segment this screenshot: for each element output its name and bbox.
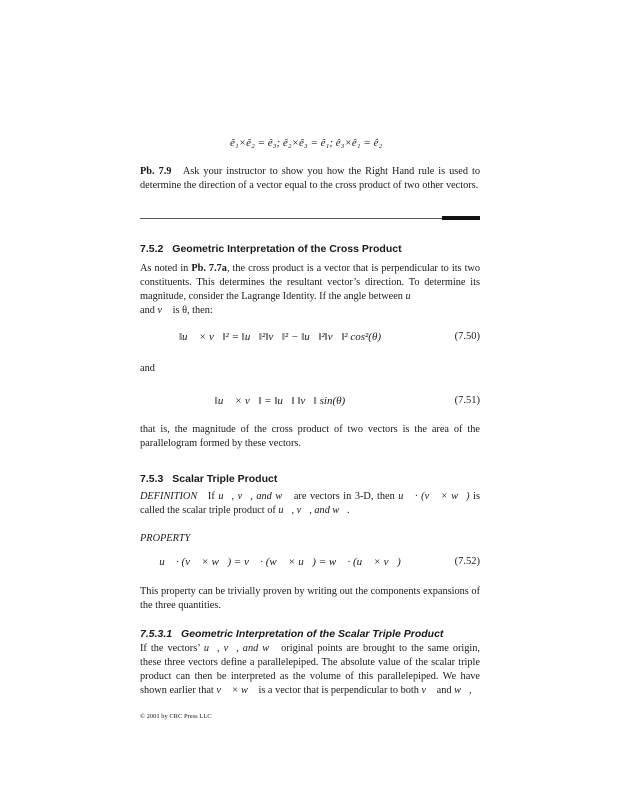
section-title: Geometric Interpretation of the Scalar Triple Product bbox=[181, 628, 444, 640]
vectors-uvw: u⃗, v⃗, and w⃗ bbox=[203, 643, 278, 654]
equation-7-51 bbox=[140, 395, 480, 411]
cross-product-vw: v⃗ × w⃗ bbox=[216, 685, 256, 696]
problem-text: Ask your instructor to show you how the Right Hand rule is used to determine the direction of a vector equal to the cross product of two other vectors. bbox=[140, 166, 480, 191]
equation-body: u⃗ · (v⃗ × w⃗) = v⃗ · (w⃗ × u⃗) = w⃗ · (u⃗ × v⃗) bbox=[159, 556, 401, 568]
section-divider bbox=[140, 218, 480, 219]
paragraph-lagrange bbox=[140, 262, 480, 318]
section-title: Scalar Triple Product bbox=[172, 473, 278, 485]
property-label: PROPERTY bbox=[140, 533, 191, 544]
paragraph-area: that is, the magnitude of the cross product of two vectors is the area of the parallelogram formed by these vectors. bbox=[140, 424, 480, 449]
vector-u: u⃗ bbox=[405, 291, 419, 302]
paragraph-parallelepiped bbox=[140, 642, 480, 698]
equation-number: (7.52) bbox=[454, 556, 480, 567]
connector-and: and bbox=[140, 363, 155, 374]
definition-label: DEFINITION bbox=[140, 491, 198, 502]
section-heading-7-5-3-1 bbox=[140, 628, 443, 640]
section-title: Geometric Interpretation of the Cross Product bbox=[172, 243, 402, 255]
problem-7-9 bbox=[140, 165, 480, 193]
section-number: 7.5.2 bbox=[140, 243, 164, 255]
problem-reference: Pb. 7.7a bbox=[191, 263, 227, 274]
text-span: and bbox=[140, 305, 158, 316]
vector-w: w⃗, bbox=[454, 685, 472, 696]
text-span: If bbox=[207, 491, 219, 502]
section-divider-mark bbox=[442, 216, 480, 220]
section-heading-7-5-2 bbox=[140, 243, 402, 255]
vectors-uvw: u⃗, v⃗, and w⃗. bbox=[278, 505, 350, 516]
vectors-uvw: u⃗, v⃗, and w⃗ bbox=[218, 491, 291, 502]
text-span: original points are brought to the same origin, these three vectors define a parallelepiped. The absolute value of the scalar triple product can then be interpreted as the volume of this parallelepiped. We have shown earlier that bbox=[140, 643, 481, 696]
text-span: As noted in bbox=[140, 263, 192, 274]
equation-number: (7.50) bbox=[454, 331, 480, 342]
text-span: and bbox=[434, 685, 455, 696]
section-number: 7.5.3.1 bbox=[140, 628, 173, 640]
equation-7-50 bbox=[140, 331, 480, 347]
problem-label: Pb. 7.9 bbox=[140, 166, 172, 177]
definition-paragraph bbox=[140, 490, 480, 518]
text-span: , the cross product is a vector that is perpendicular to its two constituents. This determines the resultant vector’s direction. To determine its magnitude, consider the Lagrange Identity. If the angle between bbox=[140, 263, 481, 302]
section-heading-7-5-3 bbox=[140, 473, 277, 485]
equation-number: (7.51) bbox=[454, 395, 480, 406]
top-equation: ê₁×ê₂ = ê₃; ê₂×ê₃ = ê₁; ê₃×ê₁ = ê₂ bbox=[230, 137, 383, 149]
triple-product-expr: u⃗ · (v⃗ × w⃗) bbox=[398, 491, 470, 502]
equation-body: ‖u⃗ × v⃗‖ = ‖u⃗‖ ‖v⃗‖ sin(θ) bbox=[214, 395, 346, 407]
vector-v: v⃗ bbox=[421, 685, 435, 696]
text-span: is a vector that is perpendicular to both bbox=[255, 685, 422, 696]
vector-v: v⃗ bbox=[157, 305, 171, 316]
equation-body: ‖u⃗ × v⃗‖² = ‖u⃗‖²‖v⃗‖² − ‖u⃗‖²‖v⃗‖² cos²(θ) bbox=[178, 331, 382, 343]
equation-7-52 bbox=[140, 556, 480, 572]
text-span: If the vectors’ bbox=[140, 643, 204, 654]
text-span: are vectors in 3-D, then bbox=[290, 491, 399, 502]
text-span: is θ, then: bbox=[170, 305, 213, 316]
section-number: 7.5.3 bbox=[140, 473, 164, 485]
paragraph-property-proof: This property can be trivially proven by writing out the components expansions of the three quantities. bbox=[140, 586, 480, 611]
copyright-footer: © 2001 by CRC Press LLC bbox=[140, 713, 212, 720]
text-span: is called the scalar triple product of bbox=[140, 491, 480, 516]
